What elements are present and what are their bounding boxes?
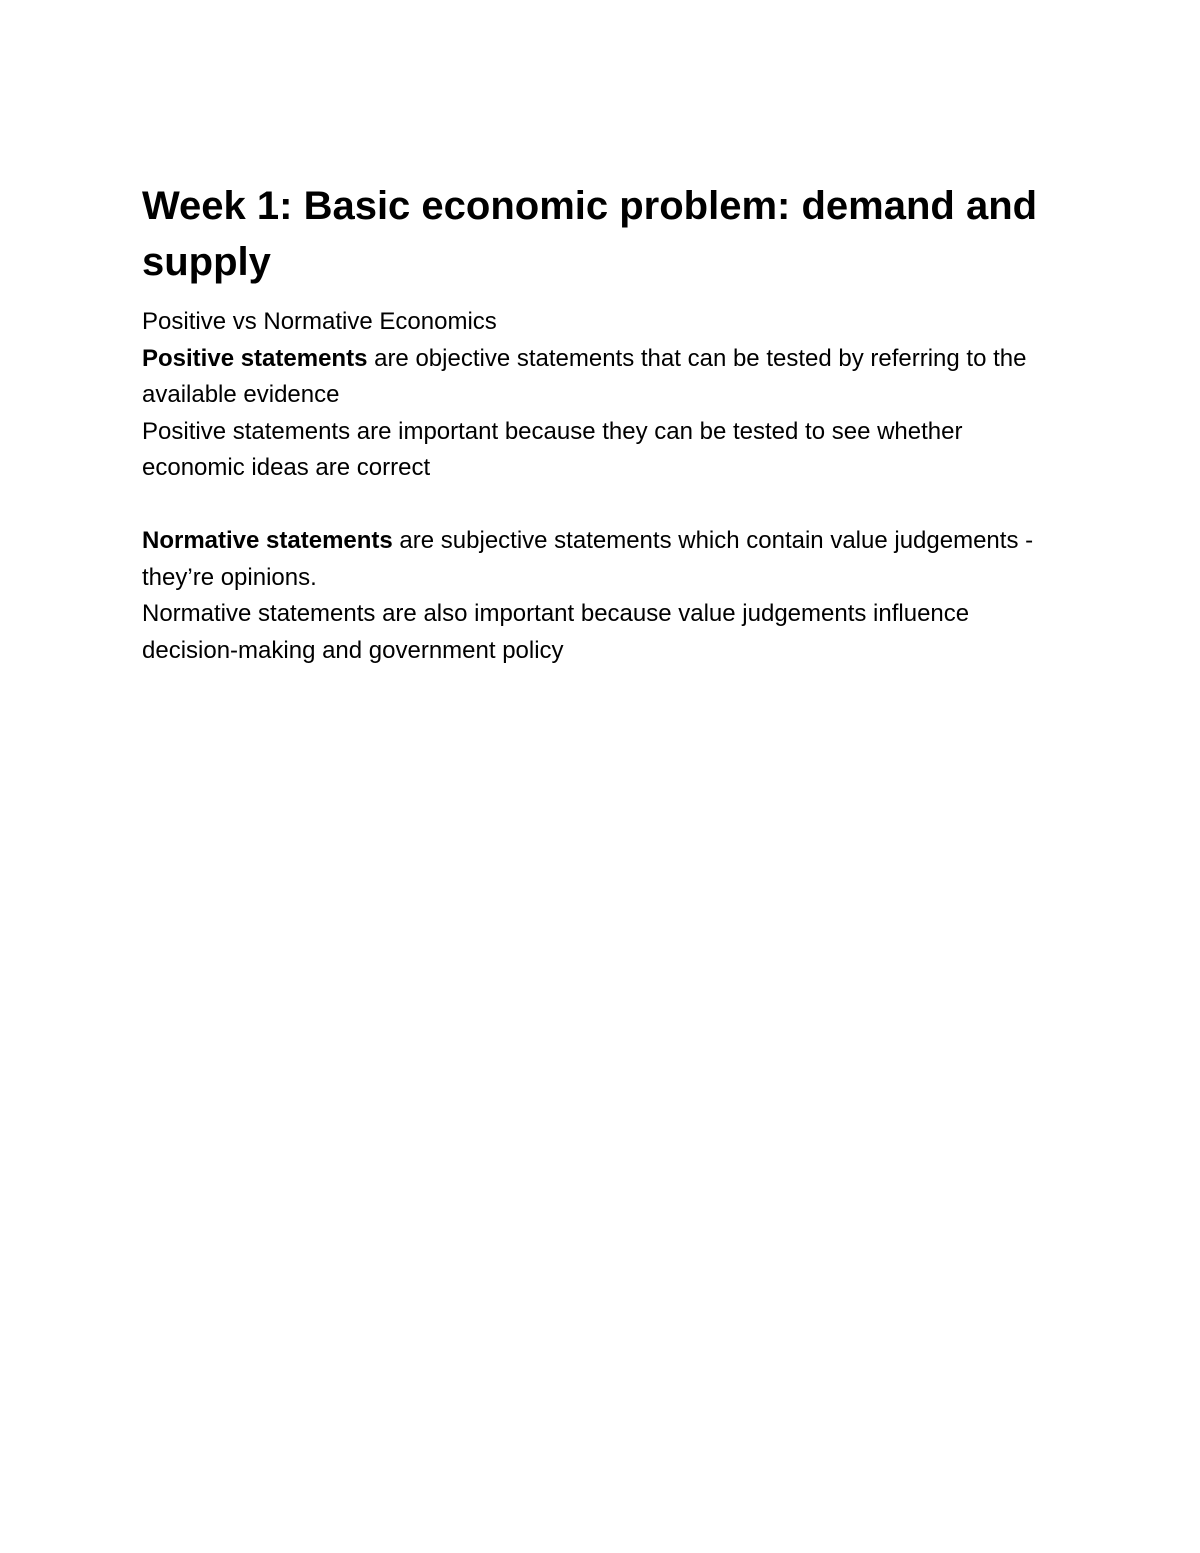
document-content <box>142 178 1042 669</box>
positive-term: Positive statements <box>142 344 368 372</box>
normative-importance: Normative statements are also important because value judgements influence decision-making and government policy <box>142 600 970 664</box>
paragraph-spacer <box>142 487 1042 524</box>
normative-definition-text: are subjective statements which contain value judgements - they’re opinions. <box>142 527 1034 591</box>
normative-term: Normative statements <box>142 527 393 554</box>
positive-definition-text: are objective statements that can be tested by referring to the available evidence <box>142 344 1027 408</box>
document-title: Week 1: Basic economic problem: demand and supply <box>142 184 1038 284</box>
normative-definition <box>142 523 1042 596</box>
positive-importance: Positive statements are important because they can be tested to see whether economic ideas are correct <box>142 417 963 481</box>
document-body <box>142 304 1042 669</box>
positive-definition <box>142 341 1042 414</box>
subheading: Positive vs Normative Economics <box>142 308 497 335</box>
